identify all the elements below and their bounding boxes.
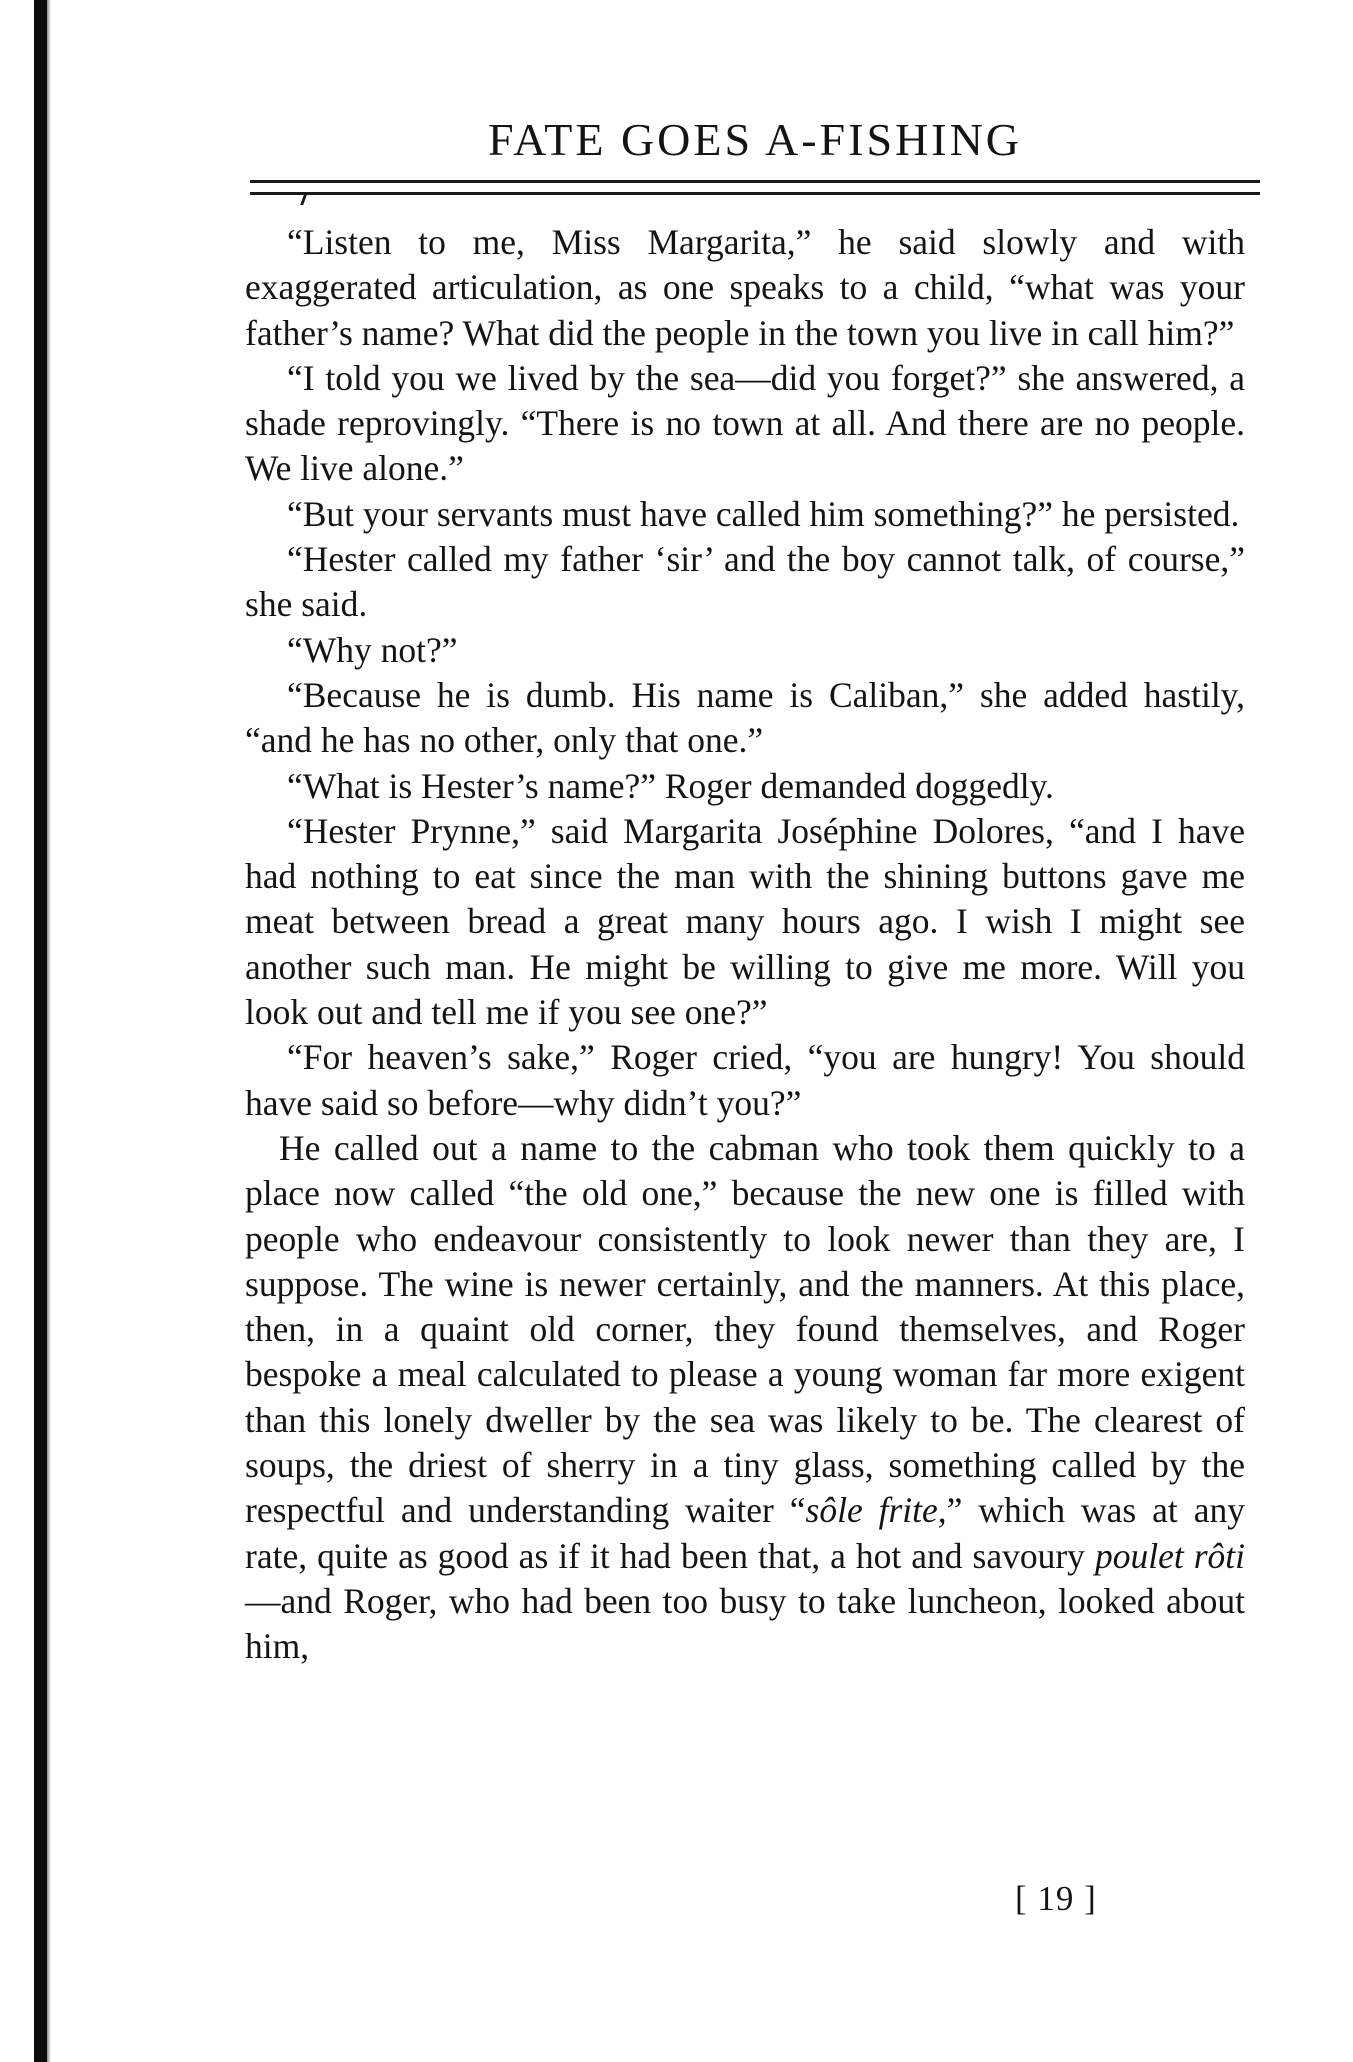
text-run: ” which was at any rate, quite as good as if it had been that, a hot and savoury	[245, 1490, 1245, 1576]
paragraph	[245, 628, 1245, 673]
paragraph	[245, 764, 1245, 809]
text-run: “Why not?”	[287, 629, 458, 670]
running-head: FATE GOES A-FISHING	[487, 114, 1023, 165]
binding-shadow	[47, 0, 51, 2062]
rule-mark	[300, 195, 307, 205]
paragraph	[245, 356, 1245, 492]
page-number: [ 19 ]	[1015, 1879, 1097, 1918]
paragraph	[245, 809, 1245, 1035]
text-run: “But your servants must have called him something?” he persisted.	[287, 493, 1240, 534]
body-text	[245, 220, 1245, 1670]
paragraph	[245, 220, 1245, 356]
text-run: He called out a name to the cabman who took them quickly to a place now called “the old one,” because the new one is filled with people who endeavour consistently to look newer than they are, I suppose. The wine is newer certainly, and the manners. At this place, then, in a quaint old corner, they found themselves, and Roger bespoke a meal calculated to please a young woman far more exigent than this lonely dweller by the sea was likely to be. The clearest of soups, the driest of sherry in a tiny glass, something called by the respectful and understanding waiter “	[245, 1127, 1245, 1531]
paragraph	[245, 1126, 1245, 1670]
binding-edge	[34, 0, 47, 2062]
header-rule-bottom	[250, 192, 1260, 195]
text-run: “Hester called my father ‘sir’ and the boy cannot talk, of course,” she said.	[245, 539, 1245, 625]
paragraph	[245, 673, 1245, 764]
header-rule-top	[250, 180, 1260, 183]
text-run: “Listen to me, Miss Margarita,” he said slowly and with exaggerated articulation, as one speaks to a child, “what was your father’s name? What did the people in the town you live in call him?”	[245, 222, 1245, 353]
paragraph	[245, 1035, 1245, 1126]
text-run: “Hester Prynne,” said Margarita Joséphine Dolores, “and I have had nothing to eat since the man with the shining buttons gave me meat between bread a great many hours ago. I wish I might see another such man. He might be willing to give me more. Will you look out and tell me if you see one?”	[245, 810, 1245, 1033]
text-run: “Because he is dumb. His name is Caliban,” she added hastily, “and he has no other, only that one.”	[245, 674, 1245, 761]
text-run: “What is Hester’s name?” Roger demanded doggedly.	[287, 765, 1054, 806]
text-run: “I told you we lived by the sea—did you forget?” she answered, a shade reprovingly. “There is no town at all. And there are no people. We live alone.”	[245, 357, 1245, 489]
text-run: —and Roger, who had been too busy to take luncheon, looked about him,	[245, 1580, 1245, 1667]
italic-text-run: sôle frite,	[805, 1490, 947, 1531]
paragraph	[245, 492, 1245, 537]
text-run: “For heaven’s sake,” Roger cried, “you are hungry! You should have said so before—why didn’t you?”	[245, 1037, 1245, 1123]
italic-text-run: poulet rôti	[1094, 1535, 1245, 1576]
paragraph	[245, 537, 1245, 628]
